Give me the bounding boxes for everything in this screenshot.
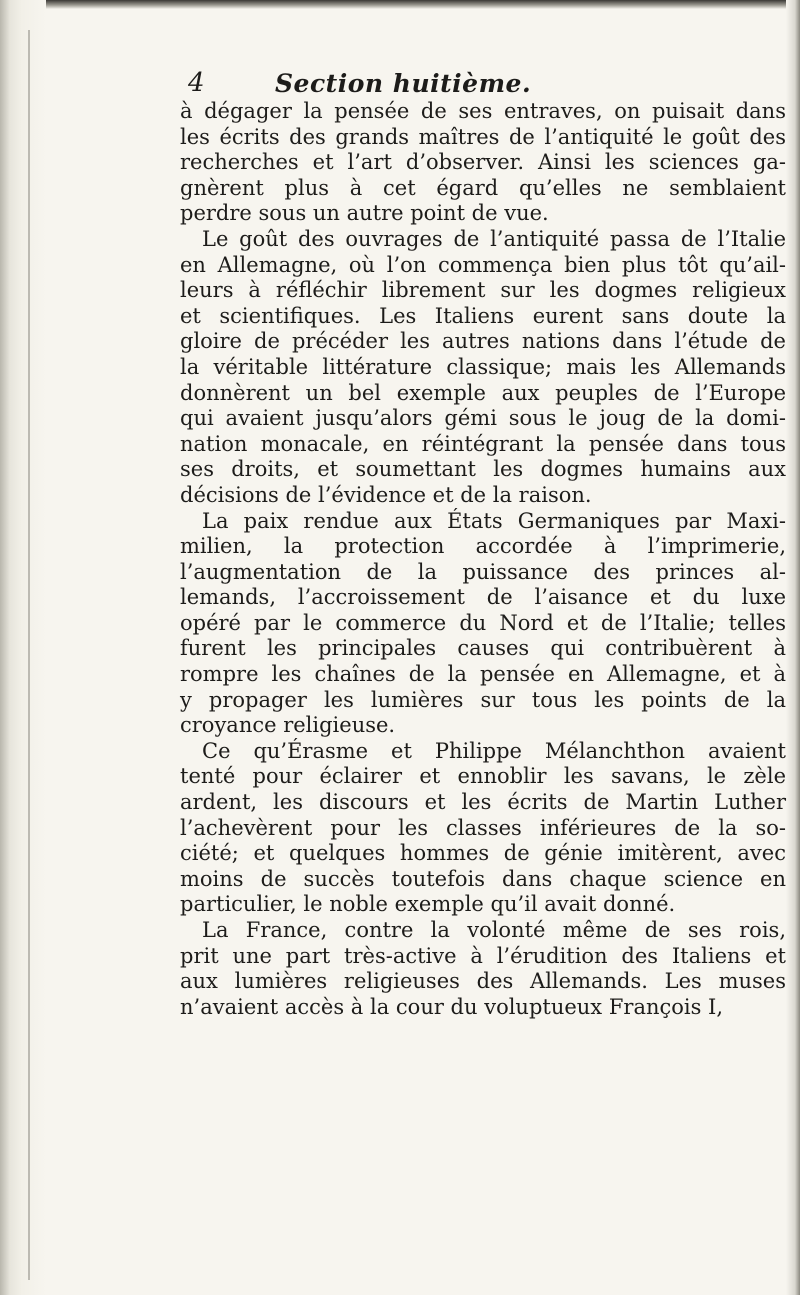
text-line: recherches et l’art d’observer. Ainsi les sciences ga- — [180, 150, 786, 175]
text-line: ardent, les discours et les écrits de Martin Luther — [180, 790, 786, 815]
page-number: 4 — [188, 68, 205, 98]
text-line: l’augmentation de la puissance des princes al- — [180, 559, 786, 584]
text-line: milien, la protection accordée à l’imprimerie, — [180, 534, 786, 559]
book-gutter — [0, 0, 46, 1295]
text-line: n’avaient accès à la cour du voluptueux François I, — [180, 994, 724, 1019]
text-line: et scientifiques. Les Italiens eurent sans doute la — [180, 303, 786, 328]
page-right-edge — [786, 0, 800, 1295]
text-line: les écrits des grands maîtres de l’antiquité le goût des — [180, 124, 786, 149]
text-line: à dégager la pensée de ses entraves, on puisait dans — [180, 99, 786, 123]
text-line: rompre les chaînes de la pensée en Allemagne, et à — [180, 662, 786, 687]
text-line: l’achevèrent pour les classes inférieures de la so- — [180, 815, 786, 840]
text-line: donnèrent un bel exemple aux peuples de l’Europe — [180, 380, 786, 405]
text-line: y propager les lumières sur tous les points de la — [180, 687, 786, 712]
paragraph-first-line: Le goût des ouvrages de l’antiquité passa de l’Italie — [202, 226, 786, 251]
gutter-shadow-line — [28, 30, 30, 1280]
text-line: gnèrent plus à cet égard qu’elles ne semblaient — [180, 175, 786, 200]
text-line: nation monacale, en réintégrant la pensée dans tous — [180, 431, 786, 456]
text-line: opéré par le commerce du Nord et de l’Italie; telles — [180, 610, 786, 635]
text-line: perdre sous un autre point de vue. — [180, 201, 549, 226]
paragraph-first-line: La paix rendue aux États Germaniques par Maxi- — [202, 508, 786, 533]
text-line: moins de succès toutefois dans chaque science en — [180, 866, 786, 891]
text-line: décisions de l’évidence et de la raison. — [180, 482, 592, 507]
text-line: lemands, l’accroissement de l’aisance et du luxe — [180, 585, 786, 610]
paragraph-first-line: Ce qu’Érasme et Philippe Mélanchthon avaient — [202, 738, 786, 763]
text-line: ciété; et quelques hommes de génie imitèrent, avec — [180, 841, 786, 866]
text-line: prit une part très-active à l’érudition des Italiens et — [180, 943, 786, 968]
text-line: croyance religieuse. — [180, 713, 396, 738]
text-line: leurs à réfléchir librement sur les dogmes religieux — [180, 278, 786, 303]
running-title: Section huitième. — [275, 69, 532, 98]
text-line: en Allemagne, où l’on commença bien plus tôt qu’ail- — [180, 252, 786, 277]
text-line: aux lumières religieuses des Allemands. Les muses — [180, 969, 786, 994]
paragraph-first-line: La France, contre la volonté même de ses rois, — [202, 918, 786, 942]
text-line: qui avaient jusqu’alors gémi sous le joug de la domi- — [180, 406, 786, 431]
text-line: particulier, le noble exemple qu’il avait donné. — [180, 892, 676, 917]
text-line: tenté pour éclairer et ennoblir les savans, le zèle — [180, 764, 786, 789]
text-line: ses droits, et soumettant les dogmes humains aux — [180, 457, 786, 482]
body-text — [180, 99, 786, 1020]
text-line: gloire de précéder les autres nations dans l’étude de — [180, 329, 786, 354]
page-top-edge — [0, 0, 800, 9]
text-line: la véritable littérature classique; mais les Allemands — [180, 354, 786, 379]
text-line: furent les principales causes qui contribuèrent à — [180, 636, 786, 661]
